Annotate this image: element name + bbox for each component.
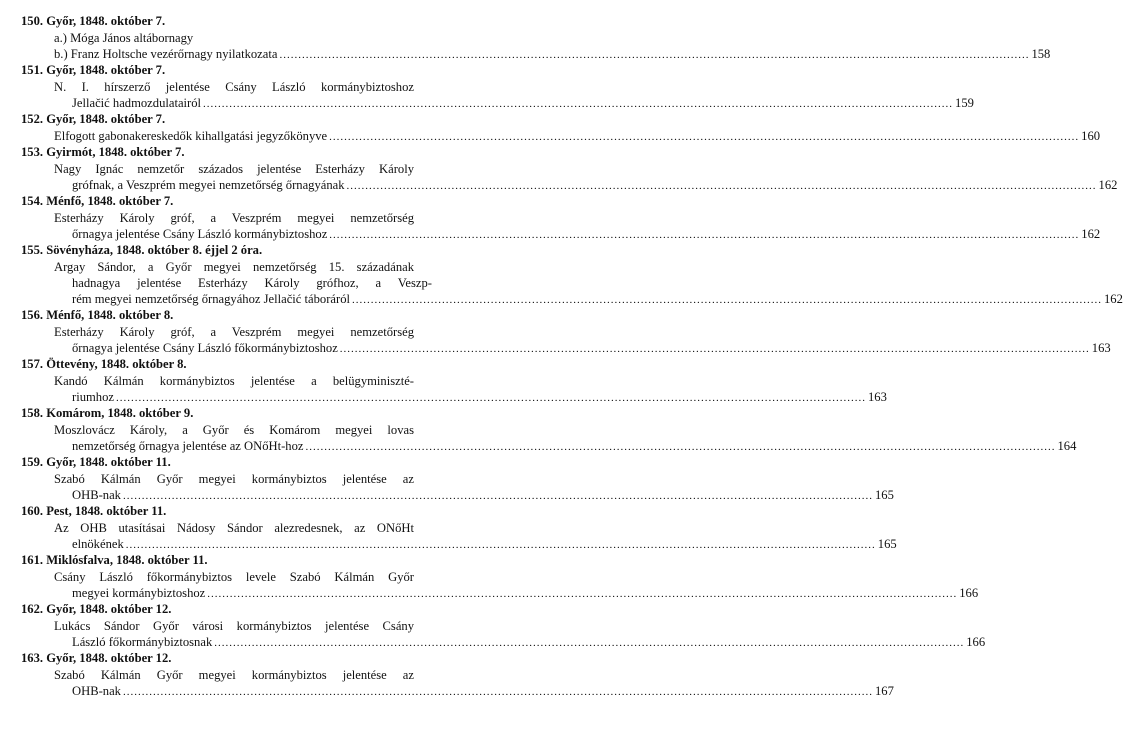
toc-entry	[0, 601, 986, 650]
dot-leader: ........................................................................................................................................................................................................	[352, 294, 1102, 306]
entry-text: Moszlovácz Károly, a Győr és Komárom megyei lovas	[54, 423, 414, 437]
entry-heading: 162. Győr, 1848. október 12.	[21, 602, 172, 616]
entry-heading: 159. Győr, 1848. október 11.	[21, 455, 171, 469]
dot-leader: ........................................................................................................................................................................................................	[305, 441, 1056, 453]
page-number: 167	[874, 684, 894, 698]
dot-leader: ........................................................................................................................................................................................................	[122, 490, 873, 502]
entry-line	[54, 128, 1101, 144]
entry-text: elnökének	[72, 537, 124, 551]
page-number: 166	[966, 635, 986, 649]
toc-entry	[0, 13, 1051, 62]
entry-line	[72, 536, 897, 552]
page-number: 160	[1081, 129, 1101, 143]
entry-line	[72, 291, 1123, 307]
toc-entry	[0, 503, 897, 552]
entry-heading: 152. Győr, 1848. október 7.	[21, 112, 166, 126]
page-number: 162	[1104, 292, 1123, 306]
entry-text: Csány László főkormánybiztos levele Szabó Kálmán Győr	[54, 570, 414, 584]
entry-text: nemzetőrség őrnagya jelentése az ONőHt-hoz	[72, 439, 304, 453]
entry-line	[72, 683, 894, 699]
entry-text: Szabó Kálmán Győr megyei kormánybiztos jelentése az	[54, 668, 414, 682]
entry-text: grófnak, a Veszprém megyei nemzetőrség őrnagyának	[72, 178, 345, 192]
entry-text: Az OHB utasításai Nádosy Sándor alezredesnek, az ONőHt	[54, 521, 414, 535]
dot-leader: ........................................................................................................................................................................................................	[125, 539, 876, 551]
dot-leader: ........................................................................................................................................................................................................	[329, 229, 1080, 241]
entry-heading: 163. Győr, 1848. október 12.	[21, 651, 172, 665]
entry-line	[54, 259, 533, 275]
page-number: 163	[1091, 341, 1111, 355]
entry-heading: 150. Győr, 1848. október 7.	[21, 14, 166, 28]
entry-line	[72, 340, 1111, 356]
entry-line	[54, 569, 533, 585]
entry-line	[72, 275, 533, 291]
page-number: 166	[959, 586, 979, 600]
entry-heading: 153. Gyirmót, 1848. október 7.	[21, 145, 185, 159]
dot-leader: ........................................................................................................................................................................................................	[346, 180, 1097, 192]
entry-line	[54, 373, 533, 389]
entry-line	[72, 177, 1118, 193]
entry-line	[54, 520, 533, 536]
entry-line	[54, 30, 533, 46]
entry-text: Jellačić hadmozdulatairól	[72, 96, 202, 110]
entry-text: Elfogott gabonakereskedők kihallgatási jegyzőkönyve	[54, 129, 328, 143]
entry-line	[72, 389, 887, 405]
toc-entry	[0, 552, 979, 601]
entry-line	[54, 618, 533, 634]
entry-line	[54, 46, 1051, 62]
entry-text: riumhoz	[72, 390, 114, 404]
entry-text: hadnagya jelentése Esterházy Károly grófhoz, a Veszp-	[72, 276, 432, 290]
entry-line	[54, 471, 533, 487]
dot-leader: ........................................................................................................................................................................................................	[122, 686, 873, 698]
entry-text: b.) Franz Holtsche vezérőrnagy nyilatkozata	[54, 47, 278, 61]
toc-entry	[0, 242, 1123, 307]
entry-line	[72, 634, 986, 650]
entry-line	[54, 667, 533, 683]
toc-entry	[0, 144, 1118, 193]
entry-text: Lukács Sándor Győr városi kormánybiztos jelentése Csány	[54, 619, 414, 633]
page-number: 162	[1081, 227, 1101, 241]
entry-text: OHB-nak	[72, 684, 121, 698]
entry-text: Esterházy Károly gróf, a Veszprém megyei nemzetőrség	[54, 211, 414, 225]
dot-leader: ........................................................................................................................................................................................................	[214, 637, 965, 649]
page-number: 164	[1057, 439, 1077, 453]
dot-leader: ........................................................................................................................................................................................................	[339, 343, 1090, 355]
toc-entry	[0, 62, 974, 111]
entry-text: megyei kormánybiztoshoz	[72, 586, 206, 600]
entry-line	[54, 210, 533, 226]
dot-leader: ........................................................................................................................................................................................................	[203, 98, 954, 110]
entry-line	[72, 438, 1077, 454]
entry-heading: 161. Miklósfalva, 1848. október 11.	[21, 553, 208, 567]
entry-text: Esterházy Károly gróf, a Veszprém megyei nemzetőrség	[54, 325, 414, 339]
entry-heading: 158. Komárom, 1848. október 9.	[21, 406, 194, 420]
toc-entry	[0, 650, 894, 699]
toc-entry	[0, 307, 1111, 356]
entry-line	[54, 422, 533, 438]
toc-entry	[0, 193, 1101, 242]
entry-heading: 157. Öttevény, 1848. október 8.	[21, 357, 187, 371]
toc-entry	[0, 405, 1077, 454]
dot-leader: ........................................................................................................................................................................................................	[115, 392, 866, 404]
entry-line	[54, 79, 533, 95]
entry-text: Kandó Kálmán kormánybiztos jelentése a belügyminiszté-	[54, 374, 414, 388]
entry-text: Nagy Ignác nemzetőr százados jelentése Esterházy Károly	[54, 162, 414, 176]
entry-line	[72, 585, 979, 601]
entry-line	[54, 161, 533, 177]
entry-text: a.) Móga János altábornagy	[54, 31, 194, 45]
entry-text: rém megyei nemzetőrség őrnagyához Jellačić táboráról	[72, 292, 350, 306]
entry-heading: 154. Ménfő, 1848. október 7.	[21, 194, 174, 208]
dot-leader: ........................................................................................................................................................................................................	[207, 588, 958, 600]
page-number: 163	[867, 390, 887, 404]
toc-entry	[0, 356, 887, 405]
toc-entry	[0, 111, 1101, 144]
entry-line	[72, 487, 894, 503]
entry-text: őrnagya jelentése Csány László kormánybiztoshoz	[72, 227, 328, 241]
page-number: 158	[1031, 47, 1051, 61]
entry-text: Argay Sándor, a Győr megyei nemzetőrség 15. századának	[54, 260, 414, 274]
page-number: 165	[874, 488, 894, 502]
page-number: 165	[877, 537, 897, 551]
page-number: 162	[1098, 178, 1118, 192]
entry-text: OHB-nak	[72, 488, 121, 502]
toc-entry	[0, 454, 894, 503]
entry-heading: 156. Ménfő, 1848. október 8.	[21, 308, 174, 322]
entry-heading: 151. Győr, 1848. október 7.	[21, 63, 166, 77]
entry-text: N. I. hírszerző jelentése Csány László kormánybiztoshoz	[54, 80, 414, 94]
entry-heading: 155. Sövényháza, 1848. október 8. éjjel 2 óra.	[21, 243, 263, 257]
dot-leader: ........................................................................................................................................................................................................	[279, 49, 1030, 61]
page-number: 159	[955, 96, 974, 110]
dot-leader: ........................................................................................................................................................................................................	[329, 131, 1080, 143]
entry-line	[72, 226, 1101, 242]
entry-line	[72, 95, 974, 111]
entry-text: László főkormánybiztosnak	[72, 635, 213, 649]
entry-line	[54, 324, 533, 340]
entry-text: őrnagya jelentése Csány László főkormánybiztoshoz	[72, 341, 338, 355]
entry-text: Szabó Kálmán Győr megyei kormánybiztos jelentése az	[54, 472, 414, 486]
entry-heading: 160. Pest, 1848. október 11.	[21, 504, 167, 518]
